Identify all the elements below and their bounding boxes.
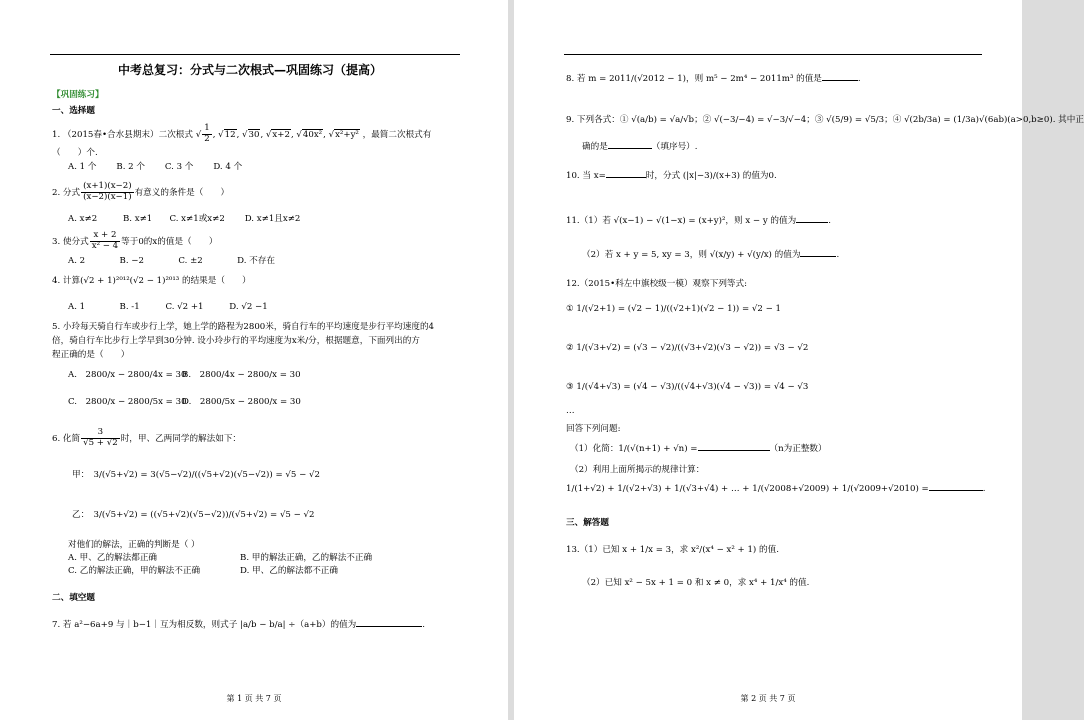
question-11-part-2: （2）若 x + y = 5, xy = 3，则 √(x/y) + √(y/x) 的值为 . [582, 250, 840, 260]
question-8-blank[interactable] [822, 80, 858, 81]
question-2-fraction: $\frac{(x+1)(x-2)}{(x-2)(x-1)}$ [83, 181, 132, 202]
question-11-blank-1[interactable] [796, 222, 828, 223]
question-5-option-a: A. 2800/x − 2800/4x = 30 [68, 370, 187, 380]
sum-expression: 1/(1+√2) + 1/(√2+√3) + 1/(√3+√4) + … + 1/(√2008+√2009) + 1/(√2009+√2010) = . [566, 484, 986, 494]
question-1-options: A. 1 个 B. 2 个 C. 3 个 D. 4 个 [68, 162, 243, 172]
header-rule [50, 54, 460, 55]
ellipsis: … [566, 406, 575, 416]
section-tag: 【巩固练习】 [52, 90, 104, 100]
question-3 [52, 231, 217, 252]
question-1-tail: ，最简二次根式有 [362, 129, 432, 140]
question-7: 7. 若 a²−6a+9 与｜b−1｜互为相反数，则式子 |a/b − b/a| ÷（a+b）的值为 . [52, 620, 425, 630]
question-10 [566, 171, 777, 182]
question-6-fraction: $\frac{3}{√5 + √2}$ [83, 427, 118, 448]
question-2-options: A. x≠2 B. x≠1 C. x≠1或x≠2 D. x≠1且x≠2 [68, 214, 301, 224]
question-5-option-d: D. 2800/5x − 2800/x = 30 [182, 397, 301, 407]
question-3-text: 3. 使分式 [52, 236, 89, 247]
sub-question-2: （2）利用上面所揭示的规律计算： [570, 465, 705, 475]
question-11-part-2-text: （2）若 x + y = 5, xy = 3，则 √(x/y) + √(y/x) 的值为 [582, 250, 801, 260]
equation-1: ① 1/(√2+1) = (√2 − 1)/((√2+1)(√2 − 1)) = √2 − 1 [566, 304, 781, 314]
question-2-text: 2. 分式 [52, 187, 81, 198]
question-11-part-1: 11.（1）若 √(x−1) − √(1−x) = (x+y)²，则 x − y 的值为 . [566, 216, 831, 226]
section-heading-fill: 二、填空题 [52, 593, 95, 603]
question-3-options: A. 2 B. −2 C. ±2 D. 不存在 [68, 256, 275, 266]
question-9-text: 确的是 [582, 142, 608, 152]
question-5-line-2: 倍，骑自行车比步行上学早到30分钟. 设小玲步行的平均速度为x米/分，根据题意，下面列出的方 [52, 336, 420, 346]
question-6-prompt: 对他们的解法，正确的判断是（ ） [68, 540, 200, 550]
question-13-part-1: 13.（1）已知 x + 1/x = 3，求 x²/(x⁴ − x² + 1) 的值. [566, 545, 779, 555]
question-6-option-b: B. 甲的解法正确，乙的解法不正确 [240, 553, 373, 563]
page-title: 中考总复习：分式与二次根式—巩固练习（提高） [118, 63, 383, 77]
question-4-options: A. 1 B. -1 C. √2 +1 D. √2 −1 [68, 302, 268, 312]
page-2 [514, 0, 1084, 720]
equation-3: ③ 1/(√4+√3) = (√4 − √3)/((√4+√3)(√4 − √3)) = √4 − √3 [566, 382, 809, 392]
sub-question-1-tail: （n为正整数） [769, 444, 827, 454]
sum-expression-text: 1/(1+√2) + 1/(√2+√3) + 1/(√3+√4) + … + 1/(√2008+√2009) + 1/(√2009+√2010) = [566, 484, 929, 494]
answer-prompt: 回答下列问题: [566, 424, 621, 434]
question-6-option-d: D. 甲、乙的解法都不正确 [240, 566, 338, 576]
question-6-option-c: C. 乙的解法正确，甲的解法不正确 [68, 566, 201, 576]
question-5-option-c: C. 2800/x − 2800/5x = 30 [68, 397, 187, 407]
question-10-blank[interactable] [606, 177, 646, 178]
question-3-fraction: $\frac{x + 2}{\text{x² − 4}}$ [91, 230, 119, 251]
question-1: 1. （2015春•合水县期末）二次根式 √ $\frac{1}{2}$ , √12, √30, √x+2, √40x², √x²+y² ，最简二次根式有 [52, 123, 432, 144]
section-heading-solve: 三、解答题 [566, 518, 609, 528]
question-13-part-2: （2）已知 x² − 5x + 1 = 0 和 x ≠ 0，求 x⁴ + 1/x⁴ 的值. [582, 578, 810, 588]
page-footer: 第 2 页 共 7 页 [740, 694, 796, 703]
question-11-part-1-text: 11.（1）若 √(x−1) − √(1−x) = (x+y)²，则 x − y 的值为 [566, 216, 797, 226]
question-4: 4. 计算(√2 + 1)²⁰¹²(√2 − 1)²⁰¹³ 的结果是（ ） [52, 276, 251, 286]
question-8: 8. 若 m = 2011/(√2012 − 1)，则 m⁵ − 2m⁴ − 2011m³ 的值是 . [566, 74, 861, 84]
question-10-tail: 时，分式 (|x|−3)/(x+3) 的值为0. [645, 171, 777, 181]
solution-jia: 甲： 3/(√5+√2) = 3(√5−√2)/((√5+√2)(√5−√2)) = √5 − √2 [72, 470, 320, 480]
question-6-text: 6. 化简 [52, 433, 81, 444]
solution-yi: 乙： 3/(√5+√2) = ((√5+√2)(√5−√2))/(√5+√2) = √5 − √2 [72, 510, 315, 520]
page-footer: 第 1 页 共 7 页 [226, 694, 282, 703]
question-11-blank-2[interactable] [800, 256, 836, 257]
question-6 [52, 428, 241, 449]
question-1-text: 1. （2015春•合水县期末）二次根式 [52, 129, 193, 140]
question-2 [52, 182, 229, 203]
sub-question-1-blank[interactable] [698, 450, 770, 451]
question-9-blank[interactable] [608, 148, 652, 149]
page-1 [0, 0, 508, 720]
sub-question-1 [570, 444, 827, 455]
question-7-blank[interactable] [356, 626, 422, 627]
question-2-tail: 有意义的条件是（ ） [134, 187, 230, 198]
question-7-text: 7. 若 a²−6a+9 与｜b−1｜互为相反数，则式子 |a/b − b/a| ÷（a+b）的值为 [52, 620, 357, 630]
question-10-text: 10. 当 x= [566, 171, 606, 181]
header-rule [564, 54, 982, 55]
question-1-end: （ ）个. [52, 148, 98, 158]
equation-2: ② 1/(√3+√2) = (√3 − √2)/((√3+√2)(√3 − √2)) = √3 − √2 [566, 343, 809, 353]
sub-question-1-text: （1）化简：1/(√(n+1) + √n) = [570, 444, 698, 454]
question-8-text: 8. 若 m = 2011/(√2012 − 1)，则 m⁵ − 2m⁴ − 2011m³ 的值是 [566, 74, 822, 84]
question-5-option-b: B. 2800/4x − 2800/x = 30 [182, 370, 301, 380]
question-9-tail: （填序号）. [651, 142, 698, 152]
question-9-end [582, 142, 698, 153]
question-5-line-3: 程正确的是（ ） [52, 350, 130, 360]
question-12: 12.（2015•科左中旗校级一模）观察下列等式: [566, 279, 748, 289]
question-3-tail: 等于0的x的值是（ ） [121, 236, 218, 247]
section-heading-choice: 一、选择题 [52, 106, 95, 116]
question-5-line-1: 5. 小玲每天骑自行车或步行上学，她上学的路程为2800米，骑自行车的平均速度是步行平均速度的4 [52, 322, 435, 332]
sum-blank[interactable] [929, 490, 983, 491]
question-6-tail: 时，甲、乙两同学的解法如下： [120, 433, 242, 444]
question-9: 9. 下列各式：① √(a/b) = √a/√b；② √(−3/−4) = √−3/√−4；③ √(5/9) = √5/3；④ √(2b/3a) = (1/3a)√(6ab)(a>0,b≥0). 其中正 [566, 115, 1084, 125]
question-6-option-a: A. 甲、乙的解法都正确 [68, 553, 158, 563]
